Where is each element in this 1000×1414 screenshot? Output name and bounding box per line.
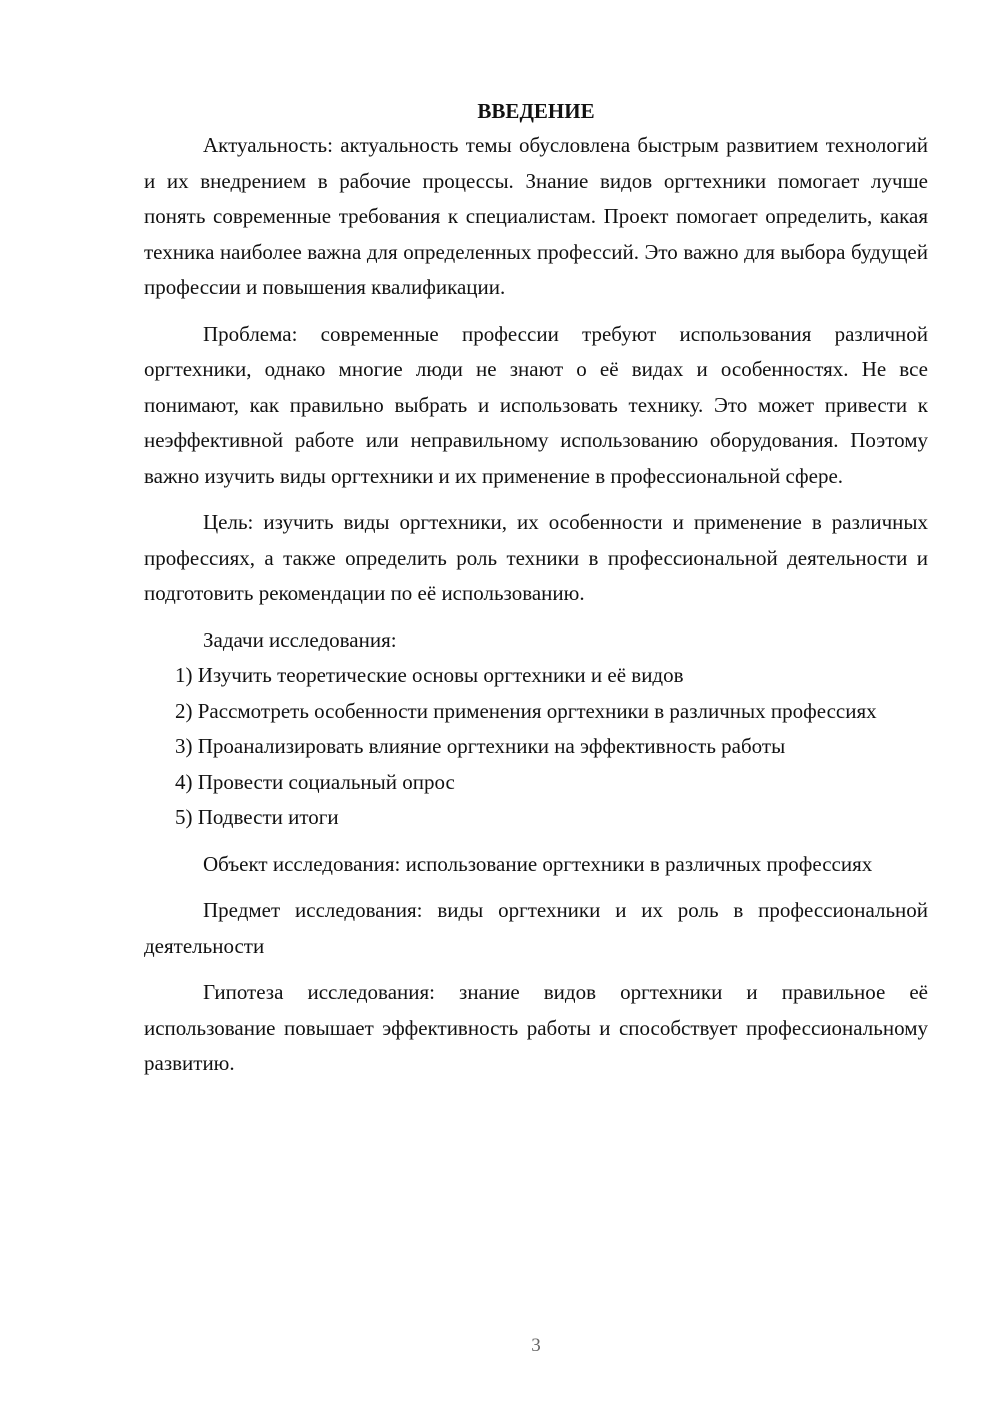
relevance-paragraph: Актуальность: актуальность темы обусловлена быстрым развитием технологий и их внедрением в рабочие процессы. Знание видов оргтехники помогает лучше понять современные требования к специалистам. Проект помогает определить, какая техника наиболее важна для определенных профессий. Это важно для выбора будущей профессии и повышения квалификации. (144, 133, 928, 299)
page-number: 3 (531, 1335, 541, 1356)
task-item: 4) Провести социальный опрос (175, 769, 455, 794)
hypothesis-paragraph: Гипотеза исследования: знание видов оргтехники и правильное её использование повышает эффективность работы и способствует профессиональному развитию. (144, 980, 928, 1075)
tasks-title: Задачи исследования: (203, 627, 397, 652)
task-item: 1) Изучить теоретические основы оргтехники и её видов (175, 663, 684, 687)
problem-paragraph: Проблема: современные профессии требуют использования различной оргтехники, однако многие люди не знают о её видах и особенностях. Не все понимают, как правильно выбрать и использовать технику. Это может привести к неэффективной работе или неправильному использованию оборудования. Поэтому важно изучить виды оргтехники и их применение в профессиональной сфере. (144, 321, 928, 488)
task-item: 5) Подвести итоги (175, 805, 339, 829)
task-item: 2) Рассмотреть особенности применения оргтехники в различных профессиях (175, 698, 877, 723)
task-item: 3) Проанализировать влияние оргтехники на эффективность работы (175, 734, 786, 758)
subject-paragraph: Предмет исследования: виды оргтехники и их роль в профессиональной деятельности (144, 898, 928, 958)
object-paragraph: Объект исследования: использование оргтехники в различных профессиях (203, 851, 873, 876)
goal-paragraph: Цель: изучить виды оргтехники, их особенности и применение в различных профессиях, а также определить роль техники в профессиональной деятельности и подготовить рекомендации по её использованию. (144, 510, 928, 605)
document-page (144, 96, 928, 1082)
section-heading: ВВЕДЕНИЕ (477, 99, 595, 123)
